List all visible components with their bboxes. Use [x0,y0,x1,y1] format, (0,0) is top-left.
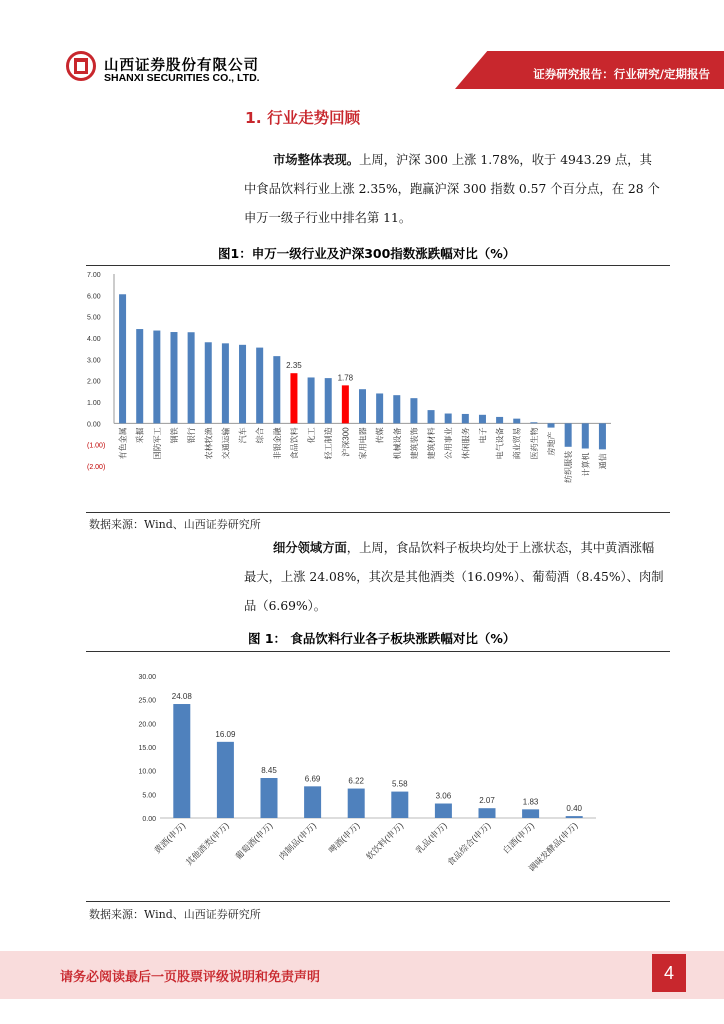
y-tick-label: 3.00 [87,357,101,365]
chart-bar [205,342,212,423]
figure2-bottom-rule [86,901,670,902]
data-label: 24.08 [171,692,192,702]
chart-bar [261,778,278,818]
data-label: 3.06 [435,791,452,801]
data-label: 6.22 [348,776,364,786]
category-label: 通信 [598,453,608,470]
category-label: 葡萄酒(申万) [233,820,275,862]
category-label: 公用事业 [444,427,454,460]
data-label: 5.58 [392,779,408,789]
y-tick-label: 15.00 [138,745,156,752]
chart-bar [342,385,349,423]
figure2-source: 数据来源：Wind、山西证券研究所 [89,908,261,921]
category-label: 纺织服装 [564,450,574,483]
chart-bar [376,393,383,423]
chart-bar [239,345,246,424]
category-label: 休闲服务 [461,427,471,460]
company-logo-mark-icon [74,58,88,74]
category-label: 采掘 [135,427,145,444]
chart-bar [153,331,160,424]
chart-bar [445,414,452,424]
category-label: 电子 [478,427,488,444]
chart-bar [359,389,366,423]
category-label: 农林牧渔 [204,427,214,460]
paragraph-text: 上周，沪深 300 上涨 1.78%，收于 4943.29 点，其中食品饮料行业上涨 2.35%，跑赢沪深 300 指数 0.57 个百分点，在 28 个申万一级子行业中排名第 11。 [244,153,660,225]
category-label: 化工 [307,427,317,444]
y-tick-label: 4.00 [87,336,101,343]
chart-bar [290,373,297,423]
category-label: 建筑装饰 [409,427,419,460]
figure1-source: 数据来源：Wind、山西证券研究所 [89,518,261,531]
y-tick-label: 0.00 [87,421,101,429]
footer-disclaimer: 请务必阅读最后一页股票评级说明和免责声明 [60,970,321,985]
category-label: 其他酒类(申万) [183,820,231,868]
data-label: 1.78 [337,373,354,383]
chart-bar [325,378,332,423]
chart-bar [348,789,365,818]
category-label: 电气设备 [495,427,505,460]
category-label: 调味发酵品(申万) [526,820,580,874]
category-label: 综合 [255,427,265,444]
category-label: 交通运输 [221,427,231,460]
chart-bar [435,804,452,818]
category-label: 非银金融 [272,427,282,460]
chart-bar [222,343,229,423]
y-tick-label: 5.00 [142,792,156,800]
category-label: 国防军工 [152,427,162,460]
y-tick-label: (1.00) [87,442,106,450]
chart-bar [119,294,126,423]
data-label: 6.69 [304,774,321,784]
category-label: 白酒(申万) [500,820,537,856]
chart-bar [496,417,503,423]
chart-bar [428,410,435,423]
data-label: 2.07 [479,796,495,806]
company-name-cn: 山西证券股份有限公司 [104,58,259,74]
chart-bar [308,377,315,423]
chart-bar [462,414,469,423]
category-label: 轻工制造 [324,427,334,460]
chart-bar [599,423,606,449]
chart-bar [188,332,195,423]
category-label: 肉制品(申万) [276,820,319,862]
category-label: 啤酒(申万) [326,820,362,856]
chart-bar [273,356,280,423]
y-tick-label: (2.00) [87,464,106,471]
chart-bar [256,348,263,424]
data-label: 1.83 [522,797,539,807]
chart-bar [565,423,572,446]
y-tick-label: 5.00 [87,314,101,322]
category-label: 汽车 [238,427,248,444]
chart-bar [410,398,417,423]
paragraph-lead: 细分领域方面 [273,541,347,555]
chart-bar [479,415,486,424]
industry-change-chart [86,266,670,512]
y-tick-label: 2.00 [87,378,101,386]
category-label: 黄酒(申万) [152,820,188,856]
chart-bar [530,422,537,423]
company-name-en: SHANXI SECURITIES CO., LTD. [104,72,260,84]
y-tick-label: 25.00 [138,697,156,705]
category-label: 银行 [187,427,197,444]
data-label: 16.09 [215,729,236,739]
y-tick-label: 7.00 [87,272,101,279]
report-type: 证券研究报告：行业研究/定期报告 [533,67,710,81]
data-label: 0.40 [566,804,582,814]
paragraph-lead: 市场整体表现。 [273,153,360,167]
page-number: 4 [652,954,686,992]
chart-bar [479,808,496,818]
chart-bar [513,419,520,424]
chart-bar [522,809,539,818]
paragraph-text: ，上周，食品饮料子板块均处于上涨状态，其中黄酒涨幅最大，上涨 24.08%，其次是其他酒类（16.09%）、葡萄酒（8.45%）、肉制品（6.69%）。 [244,541,664,613]
category-label: 机械设备 [392,427,402,460]
y-tick-label: 0.00 [142,816,156,823]
chart-bar [566,816,583,818]
figure2-top-rule [86,651,670,652]
category-label: 家用电器 [358,427,368,460]
chart-bar [393,395,400,423]
chart-bar [217,742,234,818]
chart-bar [136,329,143,423]
category-label: 计算机 [581,452,591,477]
figure2-title: 图 1： 食品饮料行业各子板块涨跌幅对比（%） [248,631,516,646]
y-tick-label: 6.00 [87,293,101,301]
category-label: 商业贸易 [512,427,522,460]
chart-bar [391,792,408,818]
category-label: 医药生物 [529,427,539,460]
segment-paragraph [244,534,664,621]
chart-bar [304,786,321,818]
subsector-change-chart [86,660,670,900]
chart-bar [173,704,190,818]
category-label: 食品饮料 [289,427,299,460]
y-tick-label: 1.00 [87,400,101,407]
data-label: 2.35 [286,361,302,371]
y-tick-label: 30.00 [138,674,156,681]
chart-bar [548,423,555,427]
figure1-title: 图1：申万一级行业及沪深300指数涨跌幅对比（%） [218,246,516,261]
chart-bar [170,332,177,423]
category-label: 钢铁 [169,427,179,444]
category-label: 房地产 [547,431,557,456]
y-tick-label: 20.00 [138,721,156,729]
chart-bar [582,423,589,448]
data-label: 8.45 [261,766,277,776]
y-tick-label: 10.00 [138,768,156,776]
category-label: 软饮料(申万) [364,820,406,862]
category-label: 沪深300 [341,427,351,457]
category-label: 建筑材料 [427,427,437,460]
category-label: 乳品(申万) [413,820,449,856]
category-label: 有色金属 [118,427,128,460]
market-overview-paragraph [244,146,664,233]
category-label: 传媒 [375,427,385,444]
category-label: 食品综合(申万) [445,820,493,868]
figure1-bottom-rule [86,512,670,513]
section-title: 1. 行业走势回顾 [245,109,361,127]
